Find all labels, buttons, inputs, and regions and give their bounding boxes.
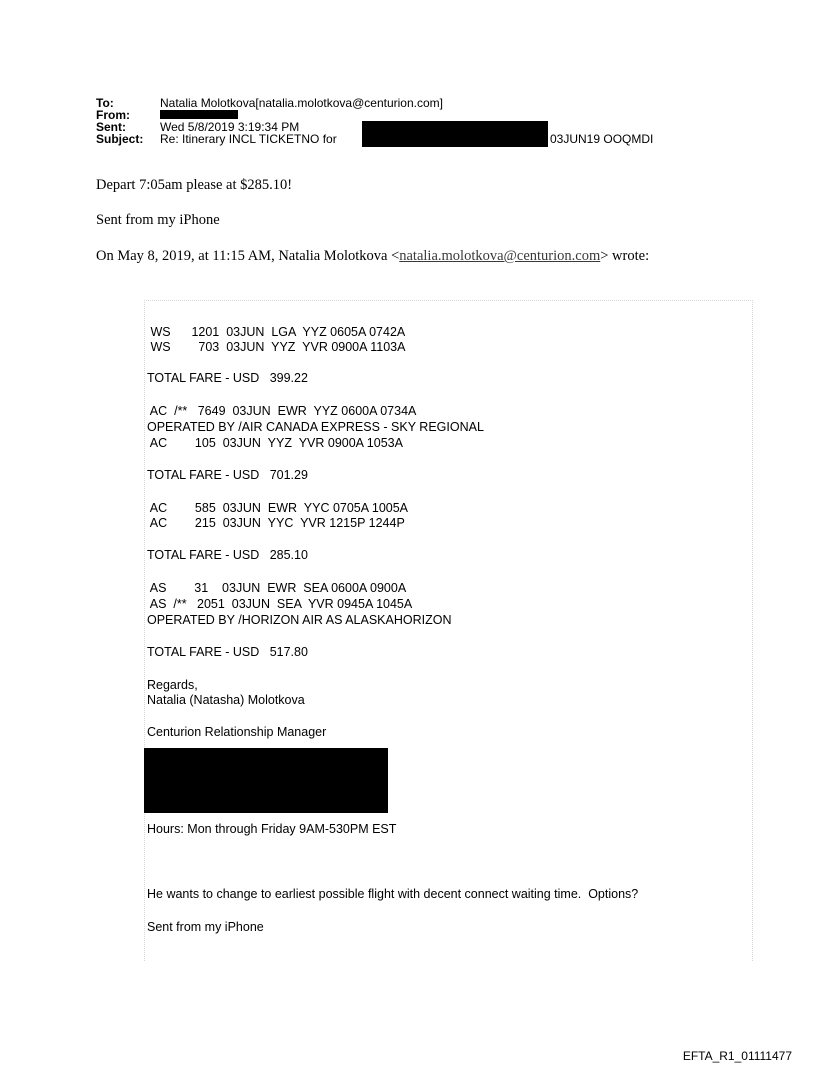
- flight-line: AC 585 03JUN EWR YYC 0705A 1005A: [147, 501, 409, 515]
- signature-redaction: [144, 748, 388, 813]
- flight-line: AS 31 03JUN EWR SEA 0600A 0900A: [147, 581, 407, 595]
- flight-line: AS /** 2051 03JUN SEA YVR 0945A 1045A: [147, 597, 413, 611]
- flight-line: AC 105 03JUN YYZ YVR 0900A 1053A: [147, 436, 403, 450]
- sent-label: Sent:: [96, 120, 126, 134]
- original-sent-from: Sent from my iPhone: [147, 920, 264, 934]
- total-fare: TOTAL FARE - USD 285.10: [147, 548, 308, 562]
- from-label: From:: [96, 108, 130, 122]
- total-fare: TOTAL FARE - USD 517.80: [147, 645, 308, 659]
- subject-redaction: [362, 121, 548, 149]
- office-hours: Hours: Mon through Friday 9AM-530PM EST: [147, 822, 397, 836]
- quote-intro: [96, 248, 649, 265]
- reply-line: Depart 7:05am please at $285.10!: [96, 177, 293, 193]
- subject-prefix: Re: Itinerary INCL TICKETNO for: [160, 132, 337, 146]
- flight-line: AC /** 7649 03JUN EWR YYZ 0600A 0734A: [147, 404, 417, 418]
- original-request: He wants to change to earliest possible flight with decent connect waiting time. Options?: [147, 887, 639, 901]
- email-link[interactable]: natalia.molotkova@centurion.com: [399, 248, 601, 264]
- subject-suffix: 03JUN19 OOQMDI: [550, 132, 654, 146]
- quoted-message-box: [144, 300, 753, 961]
- reply-signature: Sent from my iPhone: [96, 212, 220, 228]
- operated-by-line: OPERATED BY /AIR CANADA EXPRESS - SKY REGIONAL: [147, 420, 484, 434]
- to-value: Natalia Molotkova[natalia.molotkova@centurion.com]: [160, 96, 443, 110]
- subject-label: Subject:: [96, 132, 144, 146]
- to-label: To:: [96, 96, 114, 110]
- total-fare: TOTAL FARE - USD 701.29: [147, 468, 308, 482]
- document-id: EFTA_R1_01111477: [682, 1049, 792, 1063]
- flight-line: AC 215 03JUN YYC YVR 1215P 1244P: [147, 516, 405, 530]
- flight-line: WS 1201 03JUN LGA YYZ 0605A 0742A: [147, 325, 406, 339]
- operated-by-line: OPERATED BY /HORIZON AIR AS ALASKAHORIZON: [147, 613, 452, 627]
- total-fare: TOTAL FARE - USD 399.22: [147, 371, 308, 385]
- signature-name: Natalia (Natasha) Molotkova: [147, 693, 305, 707]
- sent-value: Wed 5/8/2019 3:19:34 PM: [160, 120, 300, 134]
- regards: Regards,: [147, 678, 198, 692]
- signature-title: Centurion Relationship Manager: [147, 725, 327, 739]
- quote-intro-suffix: > wrote:: [600, 248, 650, 264]
- flight-line: WS 703 03JUN YYZ YVR 0900A 1103A: [147, 340, 406, 354]
- quote-intro-prefix: On May 8, 2019, at 11:15 AM, Natalia Molotkova <: [96, 248, 400, 264]
